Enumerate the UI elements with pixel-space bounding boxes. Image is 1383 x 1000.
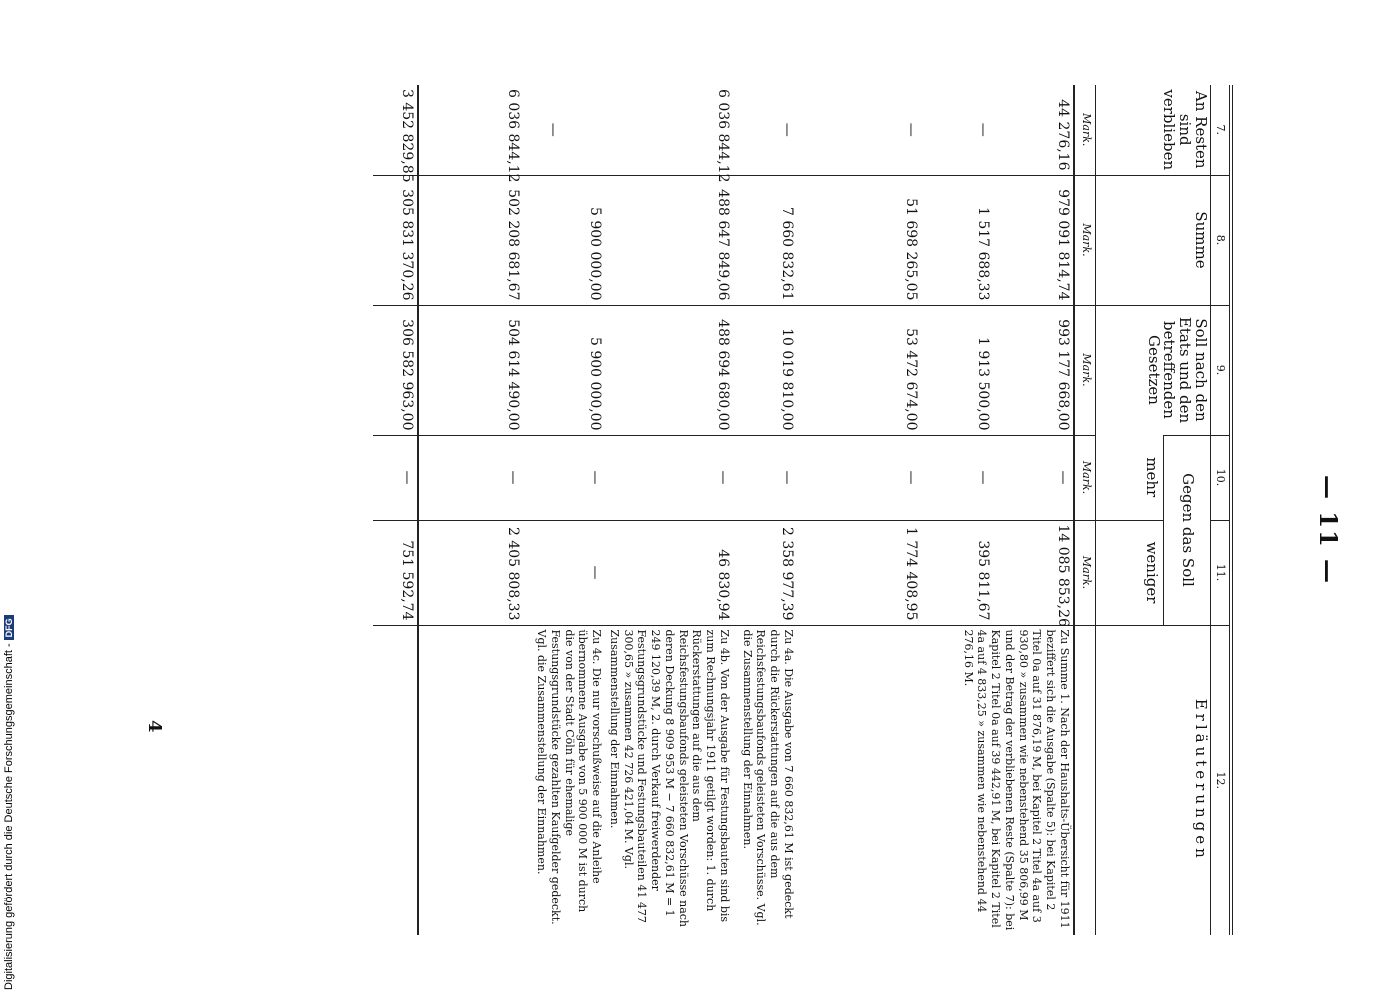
cell-less: 395 811,67 — [921, 520, 993, 625]
cell-remaining: 6 036 844,12 — [715, 89, 731, 183]
cell-target: 5 900 000,00 — [563, 305, 605, 435]
col7-header: An Resten sind verblieben — [1096, 85, 1211, 175]
cell-remaining — [563, 85, 605, 175]
page-title: — 11 — — [1314, 474, 1343, 586]
cell-more: — — [993, 435, 1074, 520]
cell-less: — — [563, 520, 605, 625]
cell-more: — — [563, 435, 605, 520]
cell-sum: 305 831 370,26 — [373, 175, 418, 305]
col11-header: weniger — [1096, 520, 1164, 625]
cell-target: 10 019 810,00 — [733, 305, 797, 435]
cell-remaining: — — [545, 122, 562, 137]
cell-target — [523, 305, 563, 435]
col10-header: mehr — [1096, 435, 1164, 520]
cell-more: — — [797, 435, 921, 520]
cell-less: 46 830,94 — [605, 520, 733, 625]
col12-number: 12. — [1211, 625, 1232, 935]
cell-remaining: — — [779, 122, 795, 137]
col8-header: Summe — [1096, 175, 1211, 305]
cell-more: — — [418, 435, 523, 520]
col7-unit: Mark. — [1074, 85, 1096, 175]
table-row — [418, 85, 523, 935]
col10-unit: Mark. — [1074, 435, 1096, 520]
cell-more: — — [733, 435, 797, 520]
col11-number: 11. — [1211, 520, 1232, 625]
digitization-credit-text — [3, 600, 19, 990]
cell-sum: 488 647 849,06 — [605, 175, 733, 305]
cell-less: 1 774 408,95 — [797, 520, 921, 625]
cell-target: 504 614 490,00 — [418, 305, 523, 435]
cell-sum: 51 698 265,05 — [797, 175, 921, 305]
cell-less — [523, 520, 563, 625]
cell-sum: 979 091 814,74 — [993, 175, 1074, 305]
cell-more: — — [921, 435, 993, 520]
table-row — [563, 85, 605, 935]
column-number-row — [1211, 85, 1232, 935]
cell-sum: 502 208 681,67 — [418, 175, 523, 305]
cell-target: 993 177 668,00 — [993, 305, 1074, 435]
col9-unit: Mark. — [1074, 305, 1096, 435]
cell-target: 488 694 680,00 — [605, 305, 733, 435]
cell-remaining: — — [903, 122, 919, 137]
cell-note — [418, 625, 523, 935]
cell-remaining: — — [975, 122, 991, 137]
col11-unit: Mark. — [1074, 520, 1096, 625]
group-header: Gegen das Soll — [1163, 435, 1210, 625]
cell-remaining: 3 452 829,85 — [399, 89, 416, 183]
budget-table — [373, 85, 1233, 935]
cell-less: 14 085 853,26 — [993, 520, 1074, 625]
col10-number: 10. — [1211, 435, 1232, 520]
col8-number: 8. — [1211, 175, 1232, 305]
cell-more — [523, 435, 563, 520]
cell-target: 306 582 963,00 — [373, 305, 418, 435]
table-row — [373, 85, 418, 935]
col12-unit — [1074, 625, 1096, 935]
page-number: 4 — [144, 720, 165, 733]
table-row — [993, 85, 1074, 935]
cell-remaining: 44 276,16 — [1055, 99, 1071, 171]
col12-header: Erläuterungen — [1096, 625, 1211, 935]
cell-target: 53 472 674,00 — [797, 305, 921, 435]
cell-less: 751 592,74 — [373, 520, 418, 625]
table-row — [605, 85, 733, 935]
cell-note: Zu Summe 1. Nach der Haushalts-Übersicht für 1911 beziffert sich die Ausgabe (Spalte 5): bei Kapitel 2 Titel 0a auf 31 876,19 M, bei Kapitel 2 Titel 4a auf 3 930,80 » zusammen wie nebenstehend 35 806,99 M und der Betrag der verbliebenen Reste (Spalte 7): bei Kapitel 2 Titel 0a auf 39 442,91 M, bei Kapitel 2 Titel 4a auf 4 833,25 » zusammen wie nebenstehend 44 276,16 M. — [797, 625, 1074, 935]
cell-less: 2 405 808,33 — [418, 520, 523, 625]
cell-remaining: 6 036 844,12 — [418, 85, 523, 175]
cell-note: Zu 4a. Die Ausgabe von 7 660 832,61 M ist gedeckt durch die Rückerstattungen auf die aus dem Reichsfestungsbaufonds geleisteten Vorschüsse. Vgl. die Zusammenstellung der Einnahmen. — [733, 625, 797, 935]
column-header-row — [1163, 85, 1210, 935]
cell-sum — [523, 175, 563, 305]
unit-row — [1074, 85, 1096, 935]
cell-sum: 5 900 000,00 — [563, 175, 605, 305]
col9-number: 9. — [1211, 305, 1232, 435]
cell-note: Zu 4c. Die nur vorschußweise auf die Anleihe übernommene Ausgabe von 5 900 000 M ist durch die von der Stadt Cöln für ehemalige Festungsgrundstücke gezahlten Kaufgelder gedeckt. Vgl. die Zusammenstellung der Einnahmen. — [523, 625, 605, 935]
cell-note: Zu 4b. Von der Ausgabe für Festungsbauten sind bis zum Rechnungsjahr 1911 getilgt worden: 1. durch Rückerstattungen auf die aus dem Reichsfestungsbaufonds geleisteten Vorschüsse nach deren Deckung 8 909 953 M − 7 660 832,61 M = 1 249 120,39 M, 2. durch Verkauf freiwerdender Festungsgrundstücke und Festungsbauteilen 41 477 300,65 » zusammen 42 726 421,04 M. Vgl. Zusammenstellung der Einnahmen. — [605, 625, 733, 935]
cell-sum: 7 660 832,61 — [733, 175, 797, 305]
table-row — [733, 85, 797, 935]
cell-note — [373, 625, 418, 935]
cell-sum: 1 517 688,33 — [921, 175, 993, 305]
dfg-logo: DFG — [4, 615, 14, 640]
cell-more: — — [605, 435, 733, 520]
col9-header: Soll nach den Etats und den betreffenden Gesetzen — [1096, 305, 1211, 435]
cell-less: 2 358 977,39 — [733, 520, 797, 625]
col8-unit: Mark. — [1074, 175, 1096, 305]
digitization-credit — [3, 600, 19, 990]
cell-more: — — [373, 435, 418, 520]
cell-target: 1 913 500,00 — [921, 305, 993, 435]
digitization-text: Digitalisierung gefördert durch die Deutsche Forschungsgemeinschaft - — [3, 643, 15, 990]
col7-number: 7. — [1211, 85, 1232, 175]
